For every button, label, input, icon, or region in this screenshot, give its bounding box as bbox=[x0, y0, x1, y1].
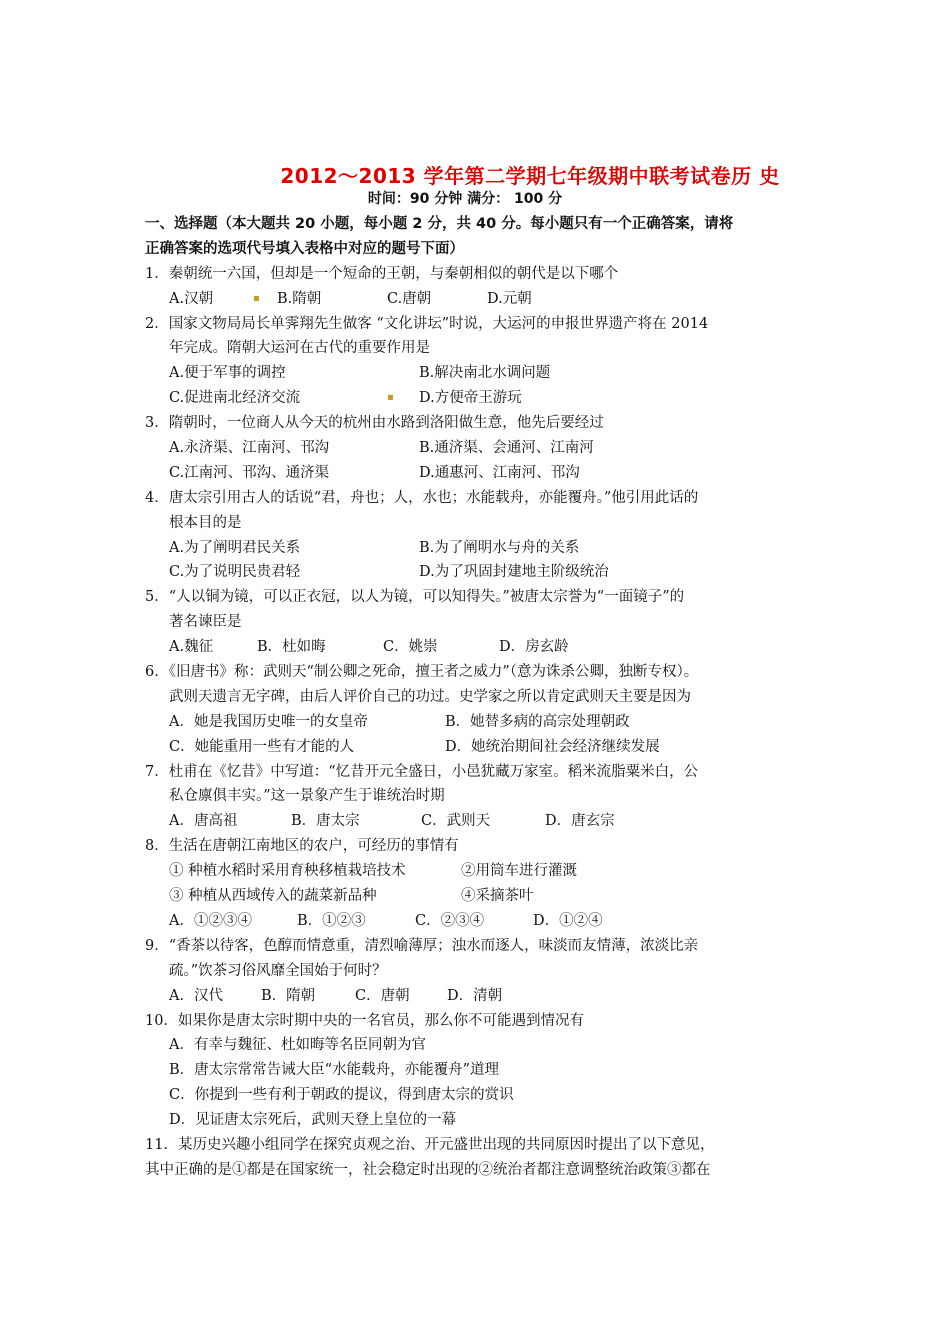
question-7-stem-2: 私仓廪俱丰实。”这一景象产生于谁统治时期 bbox=[169, 788, 445, 805]
item-4: ④采摘茶叶 bbox=[461, 888, 534, 905]
section-heading-line-2: 正确答案的选项代号填入表格中对应的题号下面） bbox=[145, 240, 464, 257]
question-6-options-row-1 bbox=[145, 710, 815, 735]
stray-mark: ▪ bbox=[253, 292, 260, 304]
option-c: C．她能重用一些有才能的人 bbox=[169, 738, 355, 755]
option-a: A．汉代 bbox=[169, 987, 223, 1004]
question-6-stem-2: 武则天遗言无字碑，由后人评价自己的功过。史学家之所以肯定武则天主要是因为 bbox=[169, 688, 691, 705]
question-10-option-a: A．有幸与魏征、杜如晦等名臣同朝为官 bbox=[169, 1037, 426, 1054]
option-c: C．武则天 bbox=[421, 813, 491, 830]
question-2-stem-1: 2．国家文物局局长单霁翔先生做客 “文化讲坛”时说，大运河的申报世界遗产将在 2014 bbox=[145, 315, 709, 332]
option-d: D.方便帝王游玩 bbox=[419, 390, 522, 407]
question-2-options-row-1 bbox=[145, 361, 815, 386]
option-c: C．唐朝 bbox=[355, 987, 410, 1004]
question-5-stem-2: 著名谏臣是 bbox=[169, 614, 242, 631]
option-c: C．姚崇 bbox=[383, 639, 438, 656]
option-c: C.促进南北经济交流 bbox=[169, 390, 301, 407]
question-9-options bbox=[145, 984, 815, 1009]
question-10-option-c: C．你提到一些有利于朝政的提议，得到唐太宗的赏识 bbox=[169, 1087, 514, 1104]
question-3-options-row-1 bbox=[145, 436, 815, 461]
question-8-options bbox=[145, 909, 815, 934]
question-11-stem-2: 其中正确的是①都是在国家统一，社会稳定时出现的②统治者都注意调整统治政策③都在 bbox=[145, 1161, 711, 1178]
option-b: B.通济渠、会通河、江南河 bbox=[419, 440, 594, 457]
question-4-options-row-1 bbox=[145, 536, 815, 561]
option-b: B．杜如晦 bbox=[257, 639, 326, 656]
option-a: A.为了阐明君民关系 bbox=[169, 539, 301, 556]
option-a: A．①②③④ bbox=[169, 912, 252, 929]
option-d: D.为了巩固封建地主阶级统治 bbox=[419, 564, 609, 581]
question-4-stem-2: 根本目的是 bbox=[169, 514, 242, 531]
exam-content bbox=[145, 212, 815, 1183]
option-c: C.唐朝 bbox=[387, 290, 432, 307]
exam-title: 2012～2013 学年第二学期七年级期中联考试卷历 史 bbox=[280, 164, 780, 188]
stray-mark: ▪ bbox=[387, 392, 394, 404]
item-2: ②用筒车进行灌溉 bbox=[461, 863, 577, 880]
question-1-options bbox=[145, 287, 815, 312]
question-10-option-d: D．见证唐太宗死后，武则天登上皇位的一幕 bbox=[169, 1112, 457, 1129]
option-a: A.魏征 bbox=[169, 639, 214, 656]
option-b: B.为了阐明水与舟的关系 bbox=[419, 539, 580, 556]
question-1-stem: 1．秦朝统一六国，但却是一个短命的王朝，与秦朝相似的朝代是以下哪个 bbox=[145, 265, 619, 282]
question-7-options bbox=[145, 809, 815, 834]
option-b: B．①②③ bbox=[297, 912, 366, 929]
option-c: C.江南河、邗沟、通济渠 bbox=[169, 464, 330, 481]
question-11-stem-1: 11．某历史兴趣小组同学在探究贞观之治、开元盛世出现的共同原因时提出了以下意见， bbox=[145, 1136, 715, 1153]
question-10-stem: 10．如果你是唐太宗时期中央的一名官员，那么你不可能遇到情况有 bbox=[145, 1012, 584, 1029]
option-a: A．唐高祖 bbox=[169, 813, 238, 830]
item-1: ① 种植水稻时采用育秧移植栽培技术 bbox=[169, 863, 406, 880]
option-b: B.隋朝 bbox=[277, 290, 322, 307]
question-9-stem-1: 9．“香茶以待客，色醇而情意重，清烈喻薄厚；浊水而逐人，味淡而友情薄，浓淡比亲 bbox=[145, 937, 699, 954]
question-8-items-row-2 bbox=[145, 884, 815, 909]
exam-subtitle: 时间：90 分钟 满分： 100 分 bbox=[367, 191, 563, 207]
option-a: A.便于军事的调控 bbox=[169, 365, 286, 382]
question-6-stem-1: 6．《旧唐书》称：武则天“制公卿之死命，擅王者之威力”（意为诛杀公卿，独断专权）。 bbox=[145, 664, 699, 681]
option-d: D．清朝 bbox=[447, 987, 503, 1004]
option-d: D．①②④ bbox=[533, 912, 603, 929]
question-3-stem: 3．隋朝时，一位商人从今天的杭州由水路到洛阳做生意，他先后要经过 bbox=[145, 415, 604, 432]
option-b: B．唐太宗 bbox=[291, 813, 360, 830]
option-b: B．她替多病的高宗处理朝政 bbox=[445, 713, 630, 730]
question-8-stem: 8．生活在唐朝江南地区的农户，可经历的事情有 bbox=[145, 838, 459, 855]
option-a: A．她是我国历史唯一的女皇帝 bbox=[169, 713, 368, 730]
section-heading-line-1: 一、选择题（本大题共 20 小题，每小题 2 分，共 40 分。每小题只有一个正确答案，请将 bbox=[145, 216, 734, 232]
question-7-stem-1: 7．杜甫在《忆昔》中写道：“忆昔开元全盛日，小邑犹藏万家室。稻米流脂粟米白，公 bbox=[145, 763, 699, 780]
question-4-stem-1: 4．唐太宗引用古人的话说“君，舟也；人，水也；水能载舟，亦能覆舟。”他引用此话的 bbox=[145, 489, 699, 506]
question-9-stem-2: 疏。”饮茶习俗风靡全国始于何时？ bbox=[169, 962, 387, 979]
option-d: D．房玄龄 bbox=[499, 639, 569, 656]
question-5-options bbox=[145, 635, 815, 660]
question-2-options-row-2 bbox=[145, 386, 815, 411]
question-6-options-row-2 bbox=[145, 735, 815, 760]
option-b: B.解决南北水调问题 bbox=[419, 365, 551, 382]
question-10-option-b: B．唐太宗常常告诫大臣“水能载舟，亦能覆舟”道理 bbox=[169, 1062, 499, 1079]
option-b: B．隋朝 bbox=[261, 987, 316, 1004]
option-a: A.汉朝 bbox=[169, 290, 214, 307]
question-4-options-row-2 bbox=[145, 560, 815, 585]
question-5-stem-1: 5．“人以铜为镜，可以正衣冠，以人为镜，可以知得失。”被唐太宗誉为“一面镜子”的 bbox=[145, 589, 685, 606]
option-c: C．②③④ bbox=[415, 912, 485, 929]
item-3: ③ 种植从西域传入的蔬菜新品种 bbox=[169, 888, 377, 905]
option-c: C.为了说明民贵君轻 bbox=[169, 564, 301, 581]
option-d: D．她统治期间社会经济继续发展 bbox=[445, 738, 660, 755]
question-3-options-row-2 bbox=[145, 461, 815, 486]
question-2-stem-2: 年完成。隋朝大运河在古代的重要作用是 bbox=[169, 340, 430, 357]
option-d: D.元朝 bbox=[487, 290, 532, 307]
question-8-items-row-1 bbox=[145, 859, 815, 884]
option-d: D．唐玄宗 bbox=[545, 813, 615, 830]
option-a: A.永济渠、江南河、邗沟 bbox=[169, 440, 330, 457]
option-d: D.通惠河、江南河、邗沟 bbox=[419, 464, 580, 481]
